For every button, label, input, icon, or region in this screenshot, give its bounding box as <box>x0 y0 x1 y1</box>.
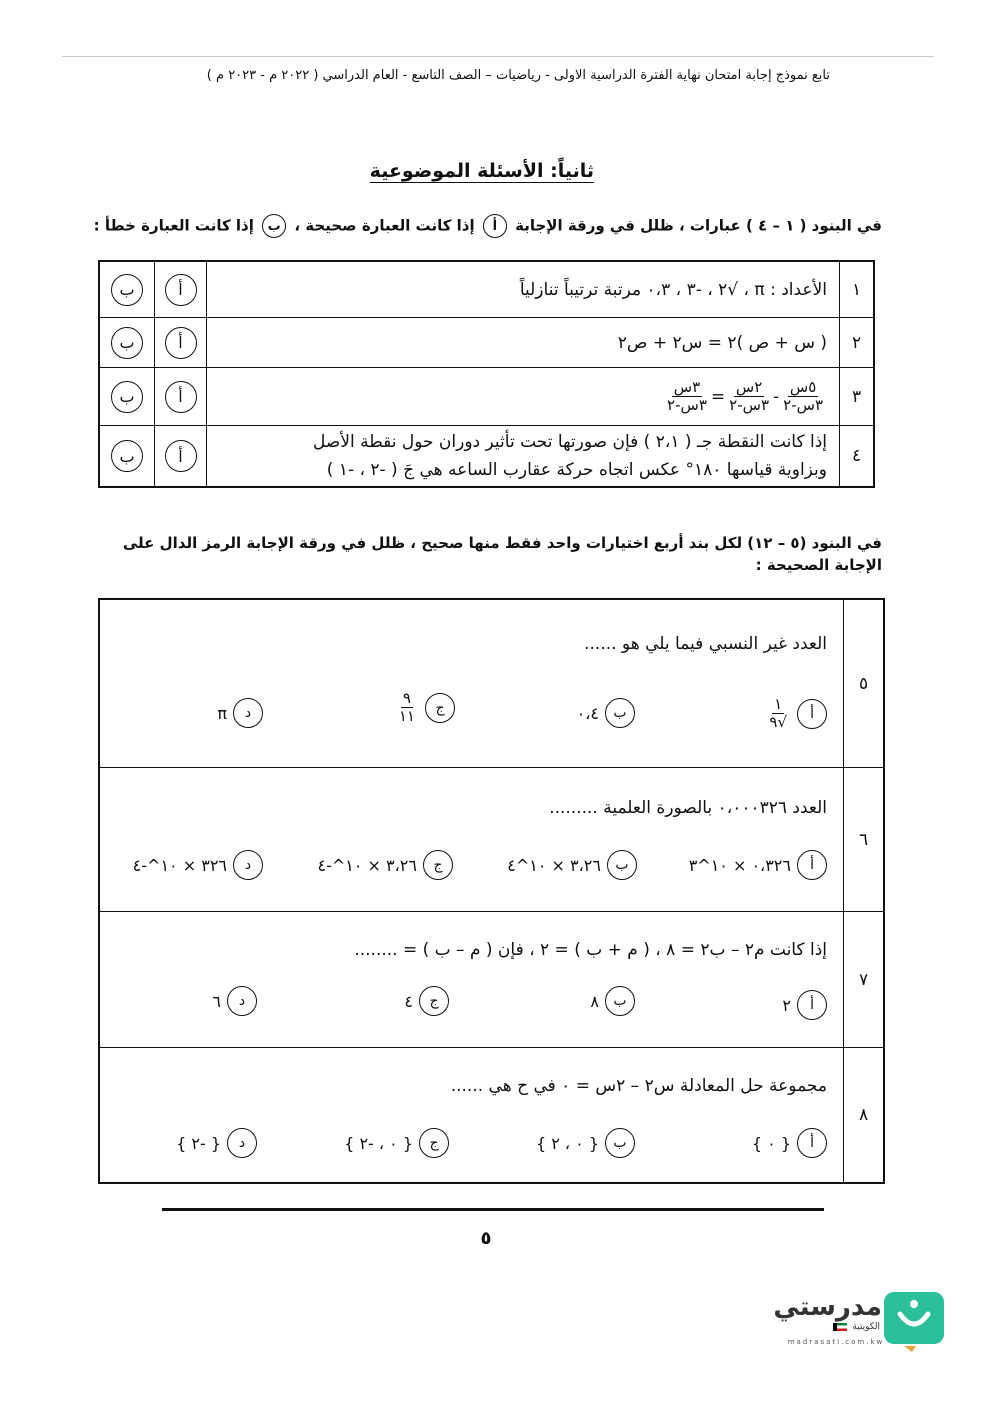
symbol-a: أ <box>483 214 507 238</box>
option-a[interactable] <box>689 850 827 880</box>
option-bubble[interactable]: د <box>233 698 263 728</box>
option-value: ٨ <box>590 991 599 1011</box>
option-d[interactable] <box>133 850 263 880</box>
multiple-choice-table <box>98 598 885 1184</box>
option-value: ٣،٢٦ × ١٠^٤ <box>507 855 601 875</box>
option-bubble[interactable]: ب <box>607 850 637 880</box>
answer-bubble-a[interactable]: أ <box>165 327 197 359</box>
option-value: ٣،٢٦ × ١٠^-٤ <box>317 855 417 875</box>
option-value: { ٠ ، ٢ } <box>535 1133 599 1153</box>
instruction-true-false <box>93 214 882 238</box>
instruction-text-2: إذا كانت العبارة صحيحة ، <box>294 216 475 235</box>
option-b[interactable] <box>507 850 637 880</box>
option-value: ٦ <box>212 991 221 1011</box>
fraction-1: $\frac{\text{٥س}}{\text{٣س-٢}}$ <box>783 378 823 414</box>
option-value: { ٠ } <box>751 1133 791 1153</box>
option-c[interactable] <box>404 986 449 1016</box>
option-c[interactable] <box>318 850 454 880</box>
item-number: ٤ <box>839 426 873 486</box>
tf-row-1 <box>100 262 873 318</box>
logo-name: مدرستي <box>773 1292 882 1322</box>
option-b[interactable] <box>577 698 635 728</box>
logo-url: madrasati.com.kw <box>787 1338 885 1346</box>
question-text: إذا كانت م٢ – ب٢ = ٨ ، ( م + ب ) = ٢ ، فإن ( م – ب ) = ........ <box>354 940 827 960</box>
option-bubble[interactable]: ج <box>425 693 455 723</box>
logo-icon <box>882 1290 946 1352</box>
fraction-2: $\frac{\text{٢س}}{\text{٣س-٢}}$ <box>729 378 769 414</box>
option-bubble[interactable]: أ <box>797 850 827 880</box>
option-a[interactable] <box>765 696 827 731</box>
option-a[interactable] <box>752 1128 827 1158</box>
option-bubble[interactable]: د <box>233 850 263 880</box>
minus-sign: - <box>773 386 780 407</box>
item-number: ٧ <box>843 912 883 1047</box>
tf-row-2 <box>100 318 873 368</box>
section-title: ثانياً: الأسئلة الموضوعية <box>369 160 594 182</box>
option-b[interactable] <box>590 986 635 1016</box>
option-d[interactable] <box>217 698 263 728</box>
option-value: π <box>217 703 227 723</box>
logo-subtitle: الكويتية <box>790 1322 880 1332</box>
equals-sign: = <box>710 386 726 407</box>
option-bubble[interactable]: د <box>227 1128 257 1158</box>
statement-text: ( س + ص )٢ = س٢ + ص٢ <box>206 318 839 367</box>
option-bubble[interactable]: ج <box>419 986 449 1016</box>
answer-bubble-b[interactable]: ب <box>111 274 143 306</box>
statement-text <box>206 368 839 425</box>
option-b[interactable] <box>536 1128 635 1158</box>
option-value: ٠،٤ <box>576 703 599 723</box>
option-c[interactable] <box>344 1128 449 1158</box>
page-number: ٥ <box>480 1228 492 1249</box>
top-rule <box>62 56 934 57</box>
option-c[interactable] <box>395 690 455 725</box>
item-number: ٣ <box>839 368 873 425</box>
mcq-row-6 <box>100 768 883 912</box>
option-bubble[interactable]: ج <box>419 1128 449 1158</box>
option-value: ٣٢٦ × ١٠^-٤ <box>132 855 227 875</box>
option-a[interactable] <box>782 990 827 1020</box>
option-value: $\frac{١}{√٩}$ <box>769 695 787 731</box>
statement-text: الأعداد : π ، √٢ ، -٣ ، ٠،٣ مرتبة ترتيباً تنازلياً <box>206 262 839 317</box>
mcq-row-5 <box>100 600 883 768</box>
symbol-b: ب <box>262 214 286 238</box>
tf-row-4 <box>100 426 873 486</box>
item-number: ١ <box>839 262 873 317</box>
option-d[interactable] <box>176 1128 257 1158</box>
instruction-multiple-choice: في البنود (٥ – ١٢) لكل بند أربع اختيارات واحد فقط منها صحيح ، ظلل في ورقة الإجابة الرمز الدال على الإجابة الصحيحة : <box>122 534 882 574</box>
answer-bubble-a[interactable]: أ <box>165 440 197 472</box>
fraction-3: $\frac{\text{٣س}}{\text{٣س-٢}}$ <box>667 378 707 414</box>
answer-bubble-a[interactable]: أ <box>165 381 197 413</box>
option-value: ٤ <box>404 991 413 1011</box>
mcq-row-7 <box>100 912 883 1048</box>
option-bubble[interactable]: أ <box>797 1128 827 1158</box>
instruction-text-3: إذا كانت العبارة خطأ : <box>93 216 254 235</box>
question-text: العدد ٠،٠٠٠٣٢٦ بالصورة العلمية ......... <box>549 798 827 818</box>
option-d[interactable] <box>212 986 257 1016</box>
option-value: $\frac{٩}{١١}$ <box>398 689 415 725</box>
answer-bubble-a[interactable]: أ <box>165 274 197 306</box>
answer-bubble-b[interactable]: ب <box>111 440 143 472</box>
option-bubble[interactable]: ب <box>605 986 635 1016</box>
option-bubble[interactable]: د <box>227 986 257 1016</box>
option-value: { ٠ ، -٢ } <box>344 1133 413 1153</box>
page-header: تابع نموذج إجابة امتحان نهاية الفترة الدراسية الاولى - رياضيات – الصف التاسع - العام الدراسي ( ٢٠٢٢ م - ٢٠٢٣ م ) <box>206 68 830 83</box>
item-number: ٨ <box>843 1048 883 1182</box>
option-bubble[interactable]: ج <box>423 850 453 880</box>
option-bubble[interactable]: أ <box>797 699 827 729</box>
answer-bubble-b[interactable]: ب <box>111 381 143 413</box>
footer-rule <box>162 1208 824 1211</box>
option-bubble[interactable]: ب <box>605 1128 635 1158</box>
option-value: ٢ <box>782 995 791 1015</box>
item-number: ٦ <box>843 768 883 911</box>
answer-bubble-b[interactable]: ب <box>111 327 143 359</box>
true-false-table <box>98 260 875 488</box>
mcq-row-8 <box>100 1048 883 1182</box>
option-value: { -٢ } <box>176 1133 221 1153</box>
item-number: ٥ <box>843 600 883 767</box>
statement-text: إذا كانت النقطة جـ ( ٢،١ ) فإن صورتها تحت تأثير دوران حول نقطة الأصل وبزاوية قياسها ١٨٠° عكس اتجاه حركة عقارب الساعه هي جَ ( -٢ ، -١ ) <box>206 426 839 486</box>
instruction-text-1: في البنود ( ١ – ٤ ) عبارات ، ظلل في ورقة الإجابة <box>515 216 882 235</box>
tf-row-3 <box>100 368 873 426</box>
option-bubble[interactable]: أ <box>797 990 827 1020</box>
question-text: مجموعة حل المعادلة س٢ – ٢س = ٠ في ح هي ...... <box>450 1076 827 1096</box>
option-value: ٠،٣٢٦ × ١٠^٣ <box>688 855 791 875</box>
option-bubble[interactable]: ب <box>605 698 635 728</box>
item-number: ٢ <box>839 318 873 367</box>
question-text: العدد غير النسبي فيما يلي هو ...... <box>584 634 827 654</box>
